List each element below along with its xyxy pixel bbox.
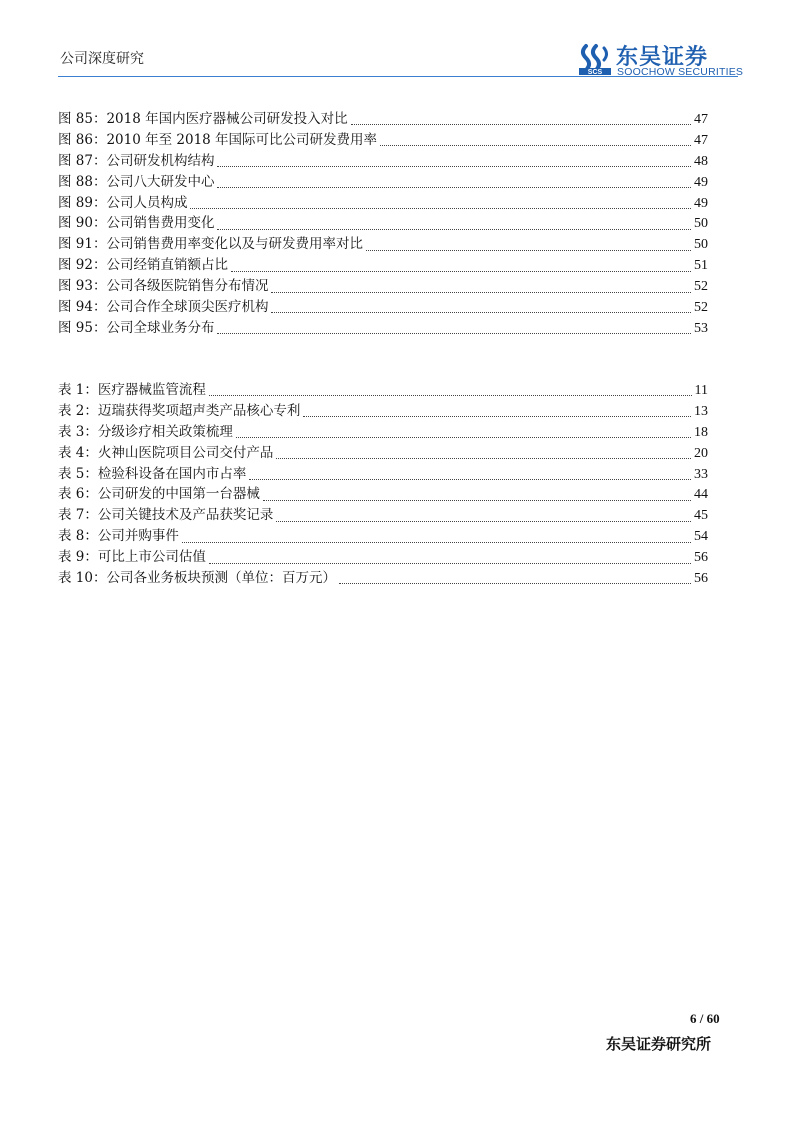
toc-entry[interactable] <box>58 234 708 255</box>
toc-entry[interactable] <box>58 151 708 172</box>
toc-entry[interactable] <box>58 526 708 547</box>
logo-mark-text: SCS <box>587 69 603 76</box>
toc-dot-leader <box>236 436 691 438</box>
toc-dot-leader <box>182 541 691 543</box>
toc-dot-leader <box>249 478 691 480</box>
toc-entry-page: 18 <box>694 424 708 440</box>
toc-entry-label: 图 87：公司研发机构结构 <box>58 152 215 169</box>
toc-entry[interactable] <box>58 443 708 464</box>
toc-dot-leader <box>303 415 691 417</box>
logo-chinese-name: 东吴证券 <box>616 45 709 70</box>
toc-entry[interactable] <box>58 255 708 276</box>
toc-entry-page: 47 <box>694 112 708 127</box>
toc-entry-label: 表 4：火神山医院项目公司交付产品 <box>58 444 274 461</box>
toc-entry-page: 11 <box>694 383 708 398</box>
logo-english-name: SOOCHOW SECURITIES <box>617 66 744 78</box>
toc-entry-label: 图 86：2010 年至 2018 年国际可比公司研发费用率 <box>58 131 378 148</box>
toc-entry-label: 表 5：检验科设备在国内市占率 <box>58 465 247 482</box>
toc-entry[interactable] <box>58 568 708 589</box>
toc-entry-page: 33 <box>694 466 708 482</box>
toc-entry-label: 图 90：公司销售费用变化 <box>58 215 215 232</box>
toc-entry-label: 图 94：公司合作全球顶尖医疗机构 <box>58 299 269 316</box>
toc-entry-page: 47 <box>694 132 708 148</box>
toc-entry-label: 表 10：公司各业务板块预测（单位：百万元） <box>58 570 336 587</box>
toc-dot-leader <box>380 144 691 146</box>
toc-entry-page: 51 <box>694 258 708 274</box>
toc-entry[interactable] <box>58 276 708 297</box>
toc-entry[interactable] <box>58 193 708 214</box>
toc-entry[interactable] <box>58 380 708 401</box>
toc-entry-page: 50 <box>694 216 708 232</box>
toc-entry-label: 表 8：公司并购事件 <box>58 528 179 545</box>
toc-entry-page: 52 <box>694 300 708 316</box>
toc-dot-leader <box>351 123 691 125</box>
header-divider <box>58 76 738 77</box>
toc-entry-page: 44 <box>694 487 708 503</box>
toc-entry-label: 图 95：公司全球业务分布 <box>58 319 215 336</box>
toc-entry-label: 表 2：迈瑞获得奖项超声类产品核心专利 <box>58 402 301 419</box>
toc-entry-page: 54 <box>694 529 708 545</box>
table-list <box>58 380 708 589</box>
toc-entry-page: 49 <box>694 195 708 211</box>
toc-entry-label: 图 88：公司八大研发中心 <box>58 173 215 190</box>
toc-entry-label: 表 7：公司关键技术及产品获奖记录 <box>58 507 274 524</box>
toc-dot-leader <box>276 520 691 522</box>
toc-entry[interactable] <box>58 505 708 526</box>
toc-dot-leader <box>190 207 691 209</box>
toc-entry[interactable] <box>58 172 708 193</box>
toc-entry[interactable] <box>58 318 708 339</box>
toc-entry[interactable] <box>58 422 708 443</box>
toc-entry[interactable] <box>58 130 708 151</box>
toc-dot-leader <box>271 291 691 293</box>
toc-dot-leader <box>263 499 691 501</box>
toc-entry-page: 13 <box>694 403 708 419</box>
toc-entry-page: 56 <box>694 571 708 587</box>
toc-entry-page: 56 <box>694 550 708 566</box>
toc-entry-label: 图 93：公司各级医院销售分布情况 <box>58 278 269 295</box>
toc-entry-label: 表 6：公司研发的中国第一台器械 <box>58 486 260 503</box>
header-title: 公司深度研究 <box>60 51 144 67</box>
toc-entry[interactable] <box>58 464 708 485</box>
toc-dot-leader <box>276 457 691 459</box>
toc-entry[interactable] <box>58 297 708 318</box>
toc-entry-label: 图 85：2018 年国内医疗器械公司研发投入对比 <box>58 111 348 127</box>
toc-entry-page: 20 <box>694 445 708 461</box>
toc-entry[interactable] <box>58 213 708 234</box>
toc-dot-leader <box>217 186 691 188</box>
toc-entry-page: 53 <box>694 320 708 336</box>
toc-entry[interactable] <box>58 484 708 505</box>
toc-entry-label: 图 89：公司人员构成 <box>58 194 188 211</box>
toc-entry-label: 表 3：分级诊疗相关政策梳理 <box>58 423 233 440</box>
toc-entry-page: 52 <box>694 279 708 295</box>
toc-dot-leader <box>339 582 691 584</box>
soochow-logo-icon <box>578 42 612 76</box>
toc-dot-leader <box>217 228 691 230</box>
toc-dot-leader <box>217 332 691 334</box>
page-number: 6 / 60 <box>690 1011 720 1026</box>
toc-entry-label: 图 91：公司销售费用率变化以及与研发费用率对比 <box>58 236 363 253</box>
toc-entry-page: 49 <box>694 174 708 190</box>
toc-dot-leader <box>209 394 692 396</box>
toc-entry[interactable] <box>58 109 708 130</box>
toc-dot-leader <box>366 249 691 251</box>
toc-entry[interactable] <box>58 547 708 568</box>
toc-dot-leader <box>271 311 691 313</box>
figure-list <box>58 109 708 339</box>
toc-dot-leader <box>217 165 691 167</box>
toc-entry-label: 图 92：公司经销直销额占比 <box>58 257 228 274</box>
toc-entry-label: 表 9：可比上市公司估值 <box>58 549 206 566</box>
company-logo <box>578 42 744 78</box>
toc-dot-leader <box>209 562 691 564</box>
toc-entry-page: 48 <box>694 153 708 169</box>
footer-organization: 东吴证券研究所 <box>606 1035 712 1053</box>
toc-entry[interactable] <box>58 401 708 422</box>
toc-entry-label: 表 1：医疗器械监管流程 <box>58 382 206 398</box>
toc-entry-page: 50 <box>694 237 708 253</box>
toc-dot-leader <box>231 270 691 272</box>
toc-entry-page: 45 <box>694 508 708 524</box>
